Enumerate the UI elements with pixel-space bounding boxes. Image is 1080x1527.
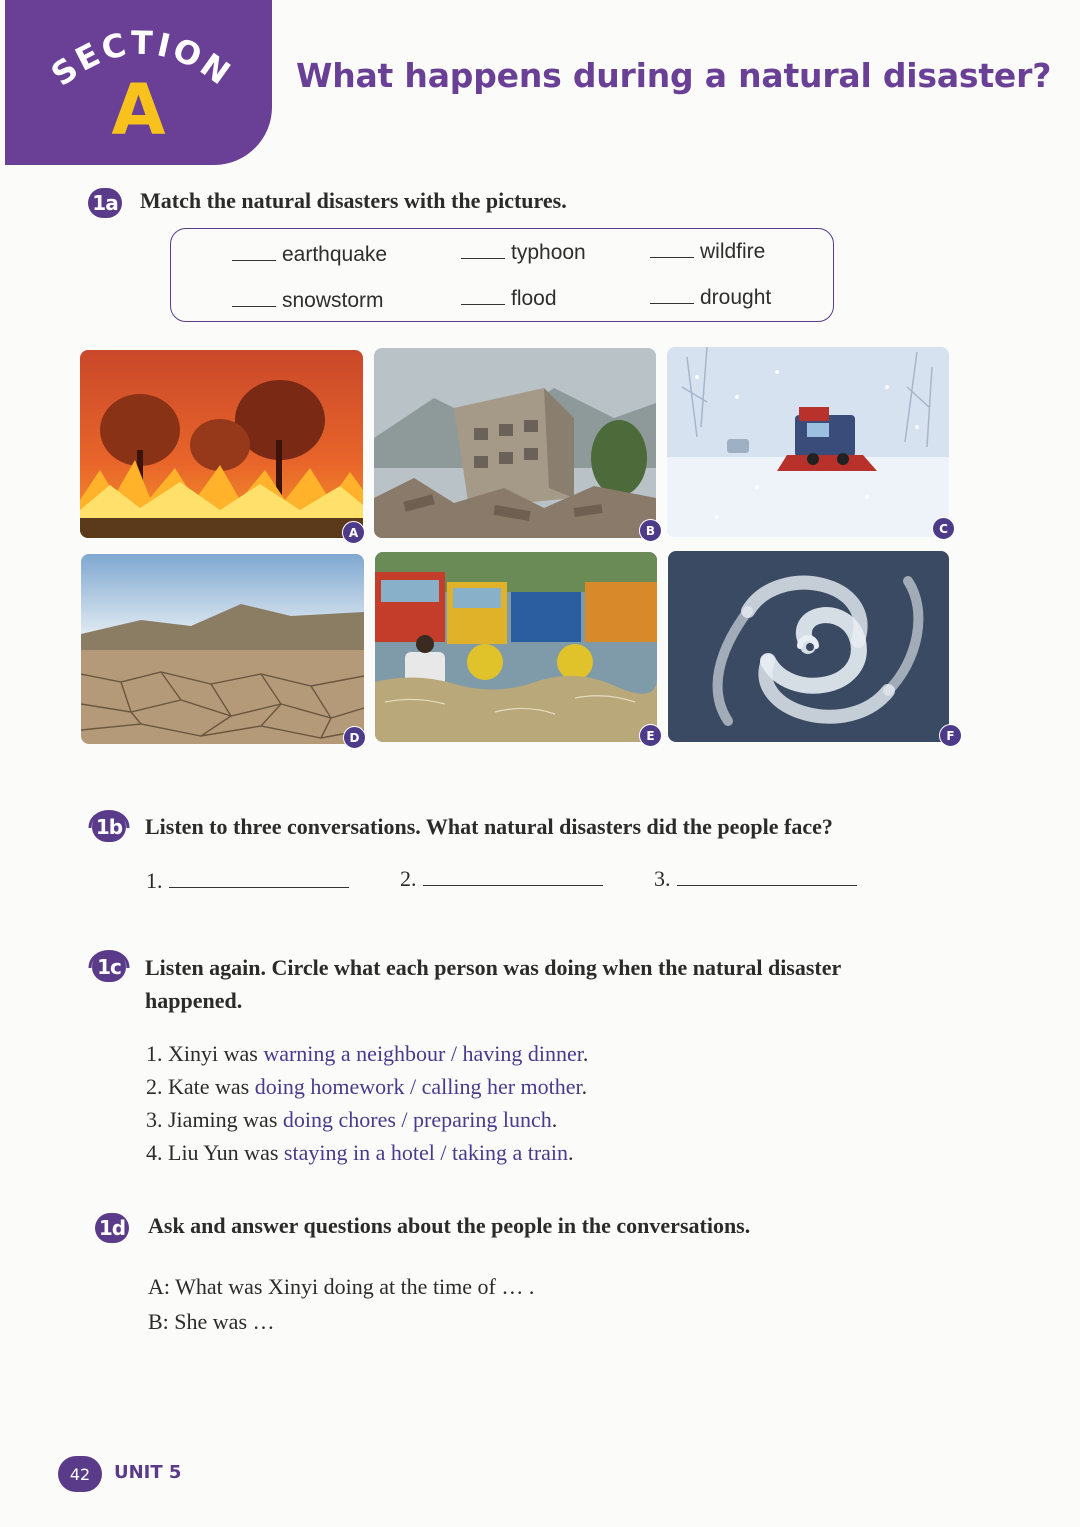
page-title: What happens during a natural disaster?	[296, 56, 1052, 95]
picture-c-snowstorm	[667, 347, 949, 537]
option-preparing-lunch[interactable]: preparing lunch	[413, 1107, 552, 1132]
page-number: 42	[58, 1456, 102, 1492]
word-typhoon[interactable]: typhoon	[461, 240, 586, 265]
picture-label-e: E	[639, 724, 662, 747]
word-snowstorm[interactable]: snowstorm	[232, 288, 384, 313]
picture-label-a: A	[342, 521, 365, 544]
answer-blank[interactable]	[232, 242, 276, 261]
picture-a-wildfire	[80, 350, 363, 538]
picture-e-flood	[375, 552, 657, 742]
typhoon-photo-icon	[668, 551, 949, 742]
word-earthquake[interactable]: earthquake	[232, 242, 387, 267]
answer-blank[interactable]	[461, 240, 505, 259]
circle-item-4: 4. Liu Yun was staying in a hotel / taking a train.	[146, 1140, 574, 1165]
circle-item-1: 1. Xinyi was warning a neighbour / having dinner.	[146, 1041, 589, 1066]
option-taking-a-train[interactable]: taking a train	[451, 1140, 569, 1165]
wildfire-photo-icon	[80, 350, 363, 538]
answer-blank[interactable]	[232, 288, 276, 307]
headphone-badge-1b[interactable]	[84, 800, 134, 846]
option-having-dinner[interactable]: having dinner	[462, 1041, 583, 1066]
instruction-1a: Match the natural disasters with the pictures.	[140, 188, 567, 213]
flood-photo-icon	[375, 552, 657, 742]
picture-label-b: B	[639, 519, 662, 542]
section-banner	[5, 0, 272, 165]
dialogue-line-b: B: She was …	[148, 1309, 275, 1334]
picture-label-f: F	[939, 724, 962, 747]
word-wildfire[interactable]: wildfire	[650, 239, 765, 264]
earthquake-photo-icon	[374, 348, 656, 538]
instruction-1d: Ask and answer questions about the people in the conversations.	[148, 1213, 751, 1238]
option-calling-her-mother[interactable]: calling her mother	[421, 1074, 582, 1099]
option-staying-in-a-hotel[interactable]: staying in a hotel	[283, 1140, 435, 1165]
option-warning-a-neighbour[interactable]: warning a neighbour	[263, 1041, 446, 1066]
instruction-1b: Listen to three conversations. What natural disasters did the people face?	[145, 814, 833, 839]
word-drought[interactable]: drought	[650, 285, 771, 310]
instruction-1c-line1: Listen again. Circle what each person was doing when the natural disaster	[145, 955, 842, 980]
dialogue-line-a: A: What was Xinyi doing at the time of … .	[148, 1274, 535, 1299]
blank-line[interactable]	[423, 867, 603, 886]
option-doing-chores[interactable]: doing chores	[282, 1107, 396, 1132]
answer-blank-3[interactable]: 3.	[654, 866, 857, 892]
picture-d-drought	[81, 554, 364, 744]
activity-badge-1c: 1c	[92, 952, 126, 982]
answer-blank-1[interactable]: 1.	[146, 868, 349, 894]
activity-badge-1a: 1a	[88, 188, 122, 218]
option-doing-homework[interactable]: doing homework	[254, 1074, 405, 1099]
snowstorm-photo-icon	[667, 347, 949, 537]
headphone-badge-1c[interactable]	[84, 940, 134, 986]
answer-blank[interactable]	[650, 239, 694, 258]
picture-label-c: C	[932, 517, 955, 540]
unit-label: UNIT 5	[114, 1462, 182, 1483]
picture-b-earthquake	[374, 348, 656, 538]
blank-line[interactable]	[169, 869, 349, 888]
answer-blank[interactable]	[650, 285, 694, 304]
section-letter: A	[111, 69, 166, 151]
circle-item-2: 2. Kate was doing homework / calling her mother.	[146, 1074, 588, 1099]
blank-line[interactable]	[677, 867, 857, 886]
answer-blank-2[interactable]: 2.	[400, 866, 603, 892]
picture-f-typhoon	[668, 551, 949, 742]
drought-photo-icon	[81, 554, 364, 744]
picture-label-d: D	[343, 726, 366, 749]
instruction-1c-line2: happened.	[145, 988, 243, 1013]
section-word: SECTION	[43, 24, 240, 94]
activity-badge-1d: 1d	[95, 1213, 129, 1243]
answer-blank[interactable]	[461, 286, 505, 305]
word-flood[interactable]: flood	[461, 286, 557, 311]
activity-badge-1b: 1b	[92, 812, 126, 842]
circle-item-3: 3. Jiaming was doing chores / preparing lunch.	[146, 1107, 558, 1132]
